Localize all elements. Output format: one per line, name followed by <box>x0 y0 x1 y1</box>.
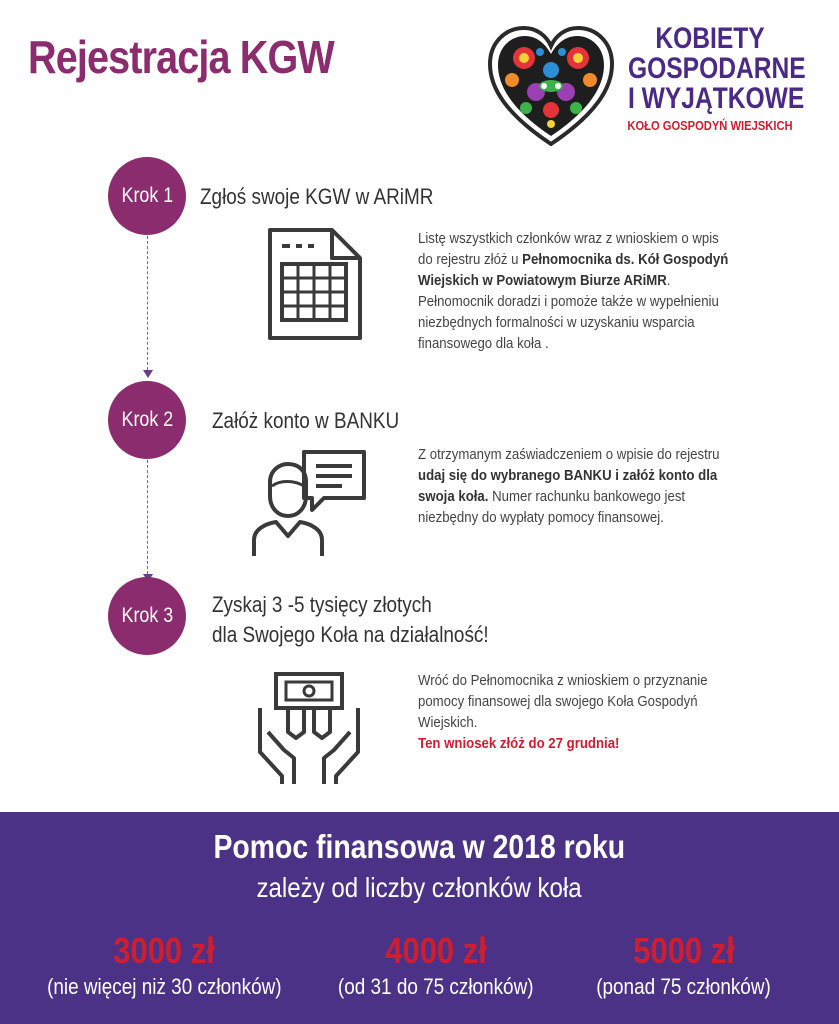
brand-block <box>610 24 810 133</box>
step-badge-label: Krok 1 <box>121 184 173 207</box>
desc-text: Z otrzymanym zaświadczeniem o wpisie do rejestru <box>418 446 720 463</box>
connector-line <box>147 236 148 370</box>
step-title: Załóż konto w BANKU <box>212 408 400 433</box>
step-description <box>418 228 735 354</box>
tier-amount: 4000 zł <box>385 930 487 971</box>
step-title-line: Zyskaj 3 -5 tysięcy złotych <box>212 592 432 617</box>
funding-tier <box>296 932 576 1000</box>
connector-line <box>147 460 148 574</box>
deadline-note: Ten wniosek złóż do 27 grudnia! <box>418 735 620 752</box>
tier-note: (od 31 do 75 członków) <box>338 974 534 999</box>
desc-bold: Pełnomocnika ds. Kół Gospodyń Wiejskich w Powiatowym Biurze ARiMR <box>418 251 729 289</box>
hands-money-icon <box>254 668 364 788</box>
tier-amount: 5000 zł <box>633 930 735 971</box>
funding-title-text: Pomoc finansowa w 2018 roku <box>213 828 626 865</box>
step-badge-label: Krok 2 <box>121 408 173 431</box>
step-title: Zgłoś swoje KGW w ARiMR <box>200 184 434 209</box>
funding-title <box>0 828 839 866</box>
step-title-line: dla Swojego Koła na działalność! <box>212 622 489 647</box>
brand-line: KOBIETY <box>655 22 765 55</box>
step-badge <box>108 157 186 235</box>
funding-tier <box>544 932 824 1000</box>
desc-text: . Pełnomocnik doradzi i pomoże także w wypełnieniu niezbędnych formalności w uzyskaniu wsparcia finansowego dla koła . <box>418 272 719 352</box>
step-title <box>212 590 489 650</box>
brand-subtitle: KOŁO GOSPODYŃ WIEJSKICH <box>627 118 793 133</box>
funding-tier <box>24 932 304 1000</box>
person-speech-icon <box>250 440 370 560</box>
tier-amount: 3000 zł <box>113 930 215 971</box>
step-badge <box>108 577 186 655</box>
tier-note: (nie więcej niż 30 członków) <box>46 974 282 999</box>
step-description <box>418 444 735 528</box>
desc-text: Wróć do Pełnomocnika z wnioskiem o przyznanie pomocy finansowej dla swojego Koła Gospodyń Wiejskich. <box>418 672 708 731</box>
tier-note: (ponad 75 członków) <box>596 974 772 999</box>
step-badge <box>108 381 186 459</box>
step-description <box>418 670 735 754</box>
desc-text: Numer rachunku bankowego jest niezbędny do wypłaty pomocy finansowej. <box>418 488 686 526</box>
brand-line: GOSPODARNE <box>628 52 806 85</box>
desc-text: Listę wszystkich członków wraz z wnioskiem o wpis do rejestru złóż u <box>418 230 719 268</box>
desc-bold: udaj się do wybranego BANKU i załóż konto dla swoja koła. <box>418 467 718 505</box>
document-form-icon <box>262 226 372 346</box>
arrow-down-icon <box>143 370 153 378</box>
funding-subtitle <box>0 872 839 904</box>
step-badge-label: Krok 3 <box>121 604 173 627</box>
folk-heart-logo-icon <box>486 22 616 152</box>
page-title: Rejestracja KGW <box>28 31 334 83</box>
funding-subtitle-text: zależy od liczby członków koła <box>256 872 583 903</box>
brand-line: I WYJĄTKOWE <box>628 82 805 115</box>
